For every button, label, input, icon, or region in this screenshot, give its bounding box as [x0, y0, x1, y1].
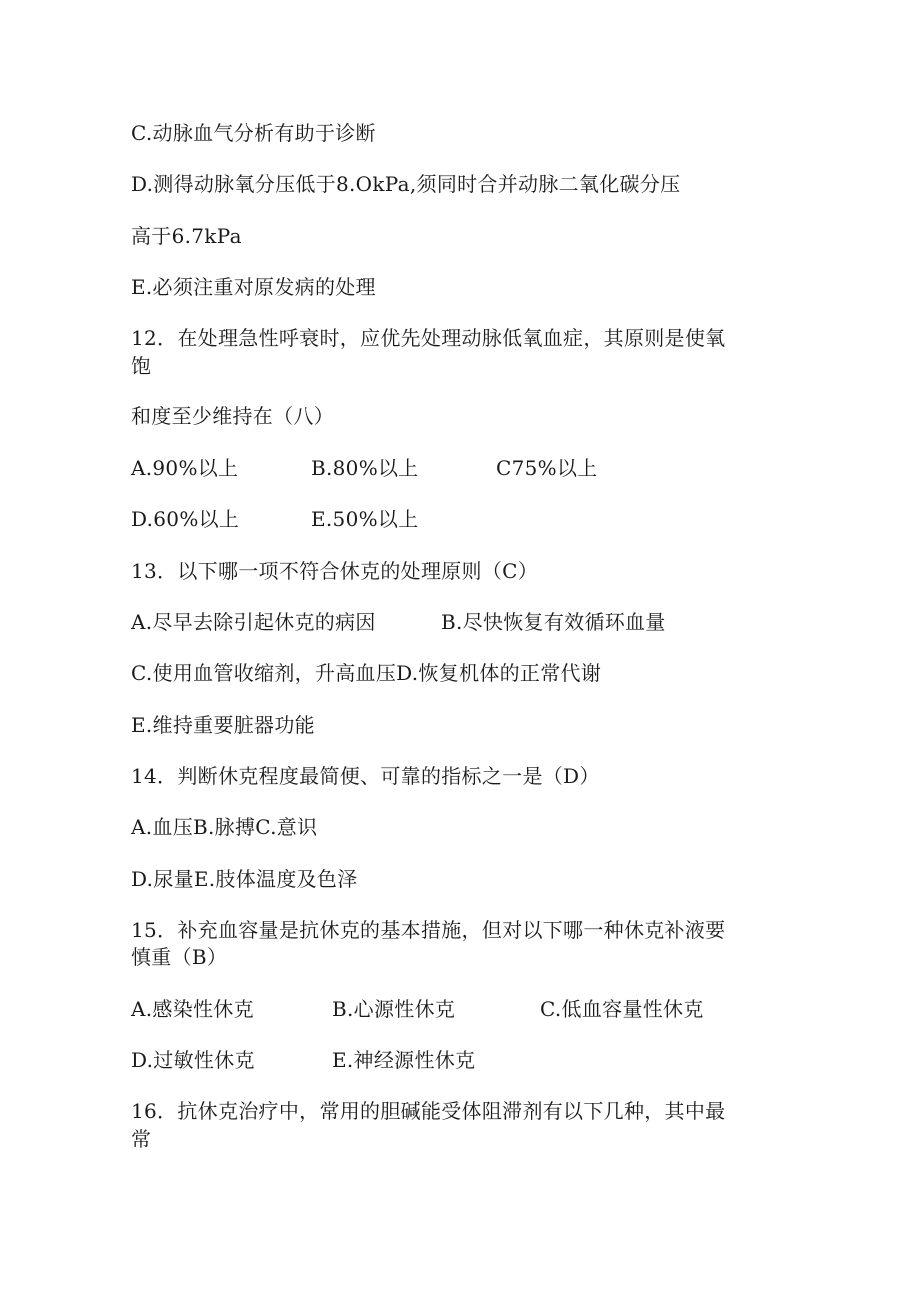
option-d-continuation: 高于6.7kPa: [131, 224, 242, 248]
question-12-option-a: A.90%以上: [131, 456, 239, 480]
option-c-line: C.动脉血气分析有助于诊断: [131, 121, 376, 145]
question-16-text: 16．抗休克治疗中，常用的胆碱能受体阻滞剂有以下几种，其中最: [131, 1099, 726, 1123]
question-12-text: 12．在处理急性呼衰时，应优先处理动脉低氧血症，其原则是使氧: [131, 326, 726, 350]
option-e-line: E.必须注重对原发病的处理: [131, 275, 376, 299]
question-13-option-e: E.维持重要脏器功能: [131, 713, 315, 737]
question-15-option-c: C.低血容量性休克: [540, 997, 704, 1021]
question-13-option-cd: C.使用血管收缩剂，升高血压D.恢复机体的正常代谢: [131, 661, 602, 685]
question-15-text: 15．补充血容量是抗休克的基本措施，但对以下哪一种休克补液要: [131, 918, 726, 942]
question-14-options-abc: A.血压B.脉搏C.意识: [131, 815, 318, 839]
question-13-text: 13．以下哪一项不符合休克的处理原则（C）: [131, 559, 539, 583]
question-12-option-e: E.50%以上: [311, 507, 419, 531]
question-12-option-b: B.80%以上: [311, 456, 419, 480]
question-12-text-wrap: 饱: [131, 354, 152, 378]
question-14-options-de: D.尿量E.肢体温度及色泽: [131, 867, 358, 891]
question-15-option-b: B.心源性休克: [332, 997, 456, 1021]
question-14-text: 14．判断休克程度最简便、可靠的指标之一是（D）: [131, 764, 600, 788]
question-16-text-wrap: 常: [131, 1127, 152, 1151]
question-12-option-d: D.60%以上: [131, 507, 240, 531]
question-15-option-a: A.感染性休克: [131, 997, 254, 1021]
question-12-text-continuation: 和度至少维持在（八）: [131, 404, 334, 428]
question-13-option-a: A.尽早去除引起休克的病因: [131, 610, 376, 634]
question-13-option-b: B.尽快恢复有效循环血量: [441, 610, 666, 634]
question-15-option-d: D.过敏性休克: [131, 1048, 255, 1072]
question-15-text-wrap: 慎重（B）: [131, 945, 228, 969]
question-15-option-e: E.神经源性休克: [332, 1048, 476, 1072]
question-12-option-c: C75%以上: [496, 456, 598, 480]
option-d-line: D.测得动脉氧分压低于8.OkPa,须同时合并动脉二氧化碳分压: [131, 172, 681, 196]
